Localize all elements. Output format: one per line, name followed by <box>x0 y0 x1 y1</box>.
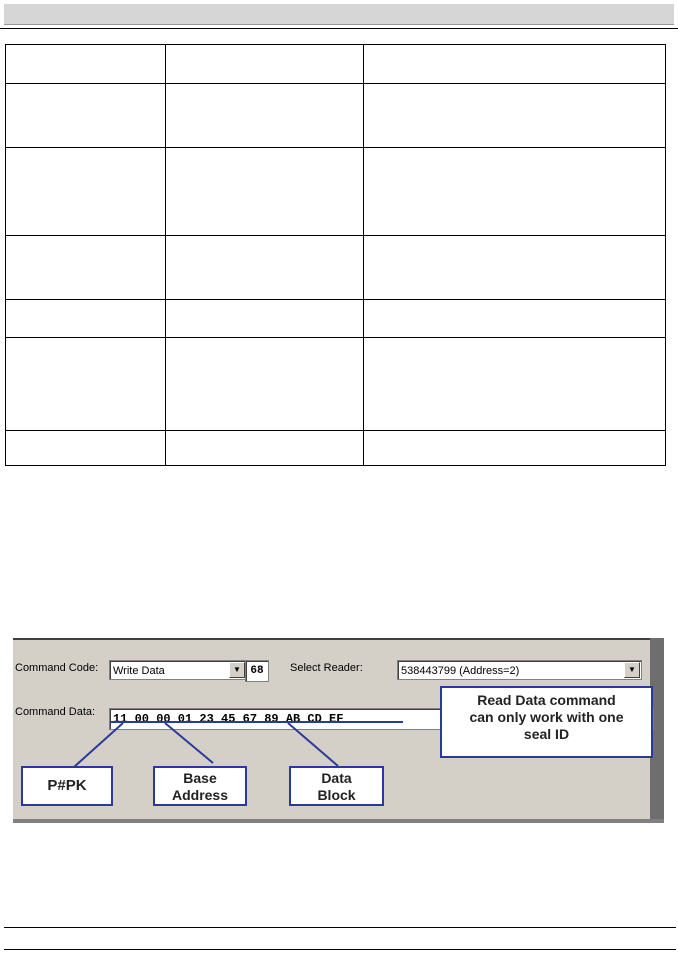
data-block-line: Block <box>317 787 356 803</box>
table-cell <box>364 84 666 148</box>
page-header-bar <box>4 4 674 25</box>
base-address-callout <box>153 766 247 806</box>
table-row <box>6 84 666 148</box>
command-dialog-screenshot <box>13 638 664 823</box>
table-cell <box>364 148 666 236</box>
table-cell <box>6 45 166 84</box>
table-cell <box>166 300 364 338</box>
table-cell <box>364 300 666 338</box>
table-row <box>6 148 666 236</box>
p-pk-callout: P#PK <box>21 766 113 806</box>
data-block-callout <box>289 766 384 806</box>
table-cell <box>364 236 666 300</box>
chevron-down-icon[interactable]: ▼ <box>624 662 640 678</box>
table-cell <box>166 236 364 300</box>
base-address-connector <box>165 723 213 763</box>
data-block-connector <box>288 723 338 766</box>
table-cell <box>6 84 166 148</box>
table-cell <box>166 148 364 236</box>
table-cell <box>6 431 166 466</box>
command-data-input[interactable]: 11 00 00 01 23 45 67 89 AB CD EF <box>109 708 654 730</box>
read-note-line: can only work with one <box>469 709 624 725</box>
table-row <box>6 431 666 466</box>
table-cell <box>6 148 166 236</box>
blank-table <box>5 44 666 466</box>
command-code-hex: 68 <box>245 660 269 682</box>
select-reader-label: Select Reader: <box>290 662 363 674</box>
select-reader-value: 538443799 (Address=2) <box>401 665 520 677</box>
header-divider <box>0 28 678 29</box>
table-cell <box>364 45 666 84</box>
table-cell <box>166 338 364 431</box>
table-cell <box>364 431 666 466</box>
table-cell <box>166 431 364 466</box>
footer-divider <box>4 927 676 928</box>
base-address-line: Base <box>183 770 217 786</box>
command-code-value: Write Data <box>113 665 165 677</box>
table-row <box>6 338 666 431</box>
table-cell <box>166 45 364 84</box>
table-row <box>6 45 666 84</box>
table-row <box>6 300 666 338</box>
base-address-line: Address <box>171 787 229 803</box>
data-block-line: Data <box>321 770 352 786</box>
command-data-label: Command Data: <box>15 706 96 718</box>
table-cell <box>6 300 166 338</box>
footer-divider-bottom <box>4 949 676 950</box>
figure-border-bottom <box>13 819 664 823</box>
table-cell <box>364 338 666 431</box>
chevron-down-icon[interactable]: ▼ <box>229 662 245 678</box>
table-cell <box>166 84 364 148</box>
read-note-line: Read Data command <box>477 692 616 708</box>
read-note-line: seal ID <box>523 726 570 742</box>
p-pk-connector <box>74 723 123 767</box>
table-row <box>6 236 666 300</box>
table-cell <box>6 338 166 431</box>
command-code-label: Command Code: <box>15 662 99 674</box>
table-cell <box>6 236 166 300</box>
